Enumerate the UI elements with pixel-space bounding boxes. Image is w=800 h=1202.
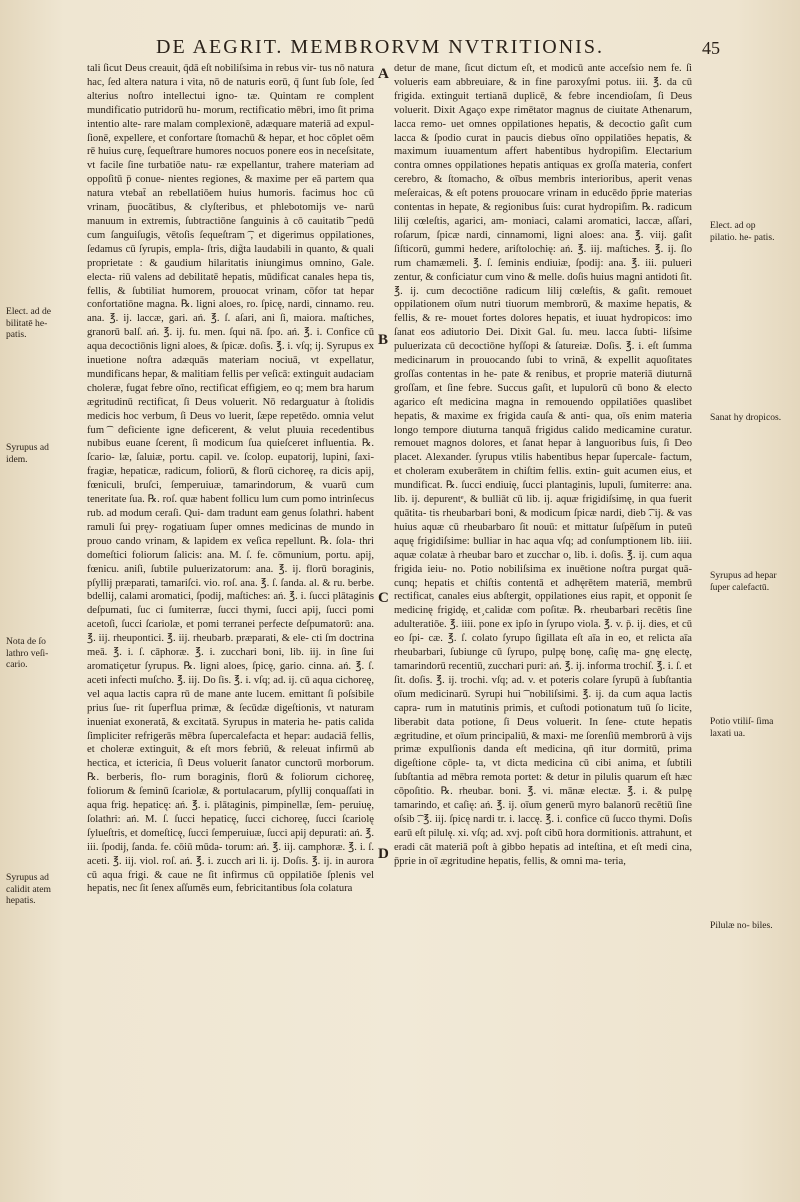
- page-number: 45: [702, 38, 720, 58]
- right-column: [394, 62, 692, 869]
- left-column-text: tali ſicut Deus creauit, q̄dā eſt nobiliſsima in rebus vir- tus nō natura hac, ſed altera natura i vita, nō de naturis eorū, q̄ ſunt ſub ſole, ſed alterius noſtro intellectui igno- tæ. Quintam re complent mundificatio putridorū hu- morum, rectificatio mēbri, imo ſit prima intentio alte- rare malam complexionē, adæquare materiā ad expul- ſionē, expellere, et confortare ſtomachū & hepar, et hoc cōplet oēm rē huius curę, ſequeſtrare humores nocuos ponere eos in neceſsitate, vt facile ſine turbatiōe natu- ræ expellantur, trahere materiam ad oppoſitū p̄ conue- nientes regiones, & maxime per eā partem qua natura vtebat̄ an rebellatiōem huius humoris. facimus hoc cū vrinam, p̄uocātibus, & clyſteribus, et phlebotomijs ve- narū manuum in extremis, ſubtractiōne ſanguinis à cō cauitatib ͡ pedū cum ſanguiſugis, vētoſis ſequeſtram ͡, et digerimus oppilationes, ſedamus cū ſyrupis, empla- ſtris, dig̃ta laudabili in quanto, & quali proprietate : & gaudium hilaritatis iniungimus omnino, Gale. electa- riū valens ad debilitatē hepatis, mūdificat canales hepa tis, fellis, & ſubtiliat humorem, prouocat vrinam, cōfor tat hepar confortatiōne magna. ℞. ligni aloes, ro. ſpicę, nardi, cinnamo. reu. ana. ℥. ij. laccæ, gari. ań. ℥. ſ. aſari, ani ſi, maiora. maſtiches, granorū balſ. ań. ℥. ij. fu. men. ſqui nā. ſpo. ań. ℥. i. Confice cū aqua decoctiōnis ligni aloes, & ſpicæ. doſis. ℥. i. vſq; ij. Syrupus ex inuetione noſtra adæquās materiam nociuā, vt expellatur, mundificans hepar, & malitiam fellis per veſicā: extinguit audaciam choleræ, fugat febre oīno, rectificat effigiem, eo q; mem bra harum ægritudinū rectificat, ſi Deus voluerit. Nō redarguatur à ſtolidis medicis hoc verbum, ſi Deus vo luerit, ſæpe repetēdo. omnia velut fum ͡ deficiente igne deficerent, & velut pluuia recedentibus nubibus euane ſcerent, ſi modicum ſua quieſceret influentia. ℞. ſcario- læ, ſaluiæ, portu. capil. ve. ſcolop. eupatorij, lupini, ſaxi- fragiæ, hepaticæ, radicum, foliorū, & florū cichoreę, ra dicis apij, fœniculi, bruſci, ſemperuiuæ, tamarindorum, & vuarū cum teneritate ſua. ℞. roſ. quæ habent follicu lum cum pomo intrinſecus rub. ad modum ceraſi. Qui- dam tradunt eam genus ſolathri. habent ramuli ſui pręy- rogatiuam ſuper omnes medicinas de mundo in prouo cando vrinam, & lapidem ex veſica repellunt. ℞. ſola- thri domeſtici foliorum ſalicis: ana. M. ſ. fe. cōmunium, portu. apij, fœnicu. aniſi, ſubtile puluerizatorum: ana. ℥. ij. florū boraginis, pſyllij præparati, tamariſci. vio. roſ. ana. ℥. ſ. ſanda. al. & ru. berbe. bdellij, calami aromatici, ſpodij, maſtiches: ań. ℥. i. ſucci plātaginis deſpumati, ſuc ci ſumiterræ, ſucci thymi, ſucci apij, ſucci pomi acetoſi, ſucci ſcariolæ, et pomi terranei perfecte deſpumatorū: ana. ℥. iij. rheupontici. ℥. iij. rheubarb. præparati, & ele- cti ſm doctrina meā. ℥. i. ſ. cāphoræ. ℥. i. zucchari boni, lib. iij. in ſine ſui aromatiçetur ſyrupus. ℞. ligni aloes, ſpicę, gario. cinna. ań. ℥. ſ. aceti infecti muſcho. ℥. iij. Do ſis. ℥. i. vſq; ad. ij. cū aqua cichoreę, vel aqua lactis capra rū de mane ante lucem. emittant ſi poſsibile prius ſue- rit ſuperflua primæ, & ſecūdæ digeſtionis, vt naturam inueniat exonerată, & excitatā. Syrupus in materia he- patis calida ſimpliciter refrigerās mēbra ſupercalefacta et hepar: audaciā fellis, et choleræ extinguit, & eſt mors febriū, & releuat infirmū ab hectica, et ictericia, ſi Deus voluerit ſanator cunctorū morborum. ℞. berberis, flo- rum boraginis, florū & foliorum cichoreę, foliorum & ſeminū ſcariolæ, & portulacarum, pſyllij conquaſſati in aqua frig. hepaticę: ań. ℥. i. plātaginis, pimpinellæ, ſem- peruiuę, ſolathri: ań. M. ſ. ſucci hepaticę, ſucci cichoreę, ſucci ſcariolę ſylueſtris, et domeſticę, ſucci ſemperuiuæ, ſucci apij depurati: ań. ℥. iii. ſpodij, ſanda. fe. cōiū mūda- torum: ań. ℥. iij. camphoræ. ℥. i. ſ. aceti. ℥. iij. viol. roſ. ań. ℥. i. zucch ari li. ij. Doſis. ℥. ij. in aurora cū aqua frigi. & caue ne ſit infirmus cū oppilatiōe ſplenis vel hepatis, nec ſit ſenex aſſumēs eum, febricitantibus ſola colatura: [87, 63, 374, 895]
- section-marker-a: A: [378, 66, 389, 82]
- margin-note: Elect. ad op pilatio. he- patis.: [710, 220, 775, 243]
- running-title: DE AEGRIT. MEMBRORVM NVTRITIONIS.: [156, 36, 604, 58]
- margin-note: Syrupus ad idem.: [6, 442, 49, 465]
- margin-note: Potio vtiliſ- ſima laxati ua.: [710, 716, 774, 739]
- section-marker-c: C: [378, 590, 389, 606]
- section-marker-d: D: [378, 846, 389, 862]
- margin-note: Nota de ſo lathro veſi- cario.: [6, 636, 49, 670]
- margin-note: Syrupus ad calidit atem hepatis.: [6, 872, 52, 906]
- right-column-text: detur de mane, ſicut dictum eſt, et modicū ante acceſsio nem fe. ſi volueris eam abbreuiare, & in fine paroxyſmi potus. iii. ℥. da cū frigida. extinguit tertianā duplicē, & febre incendioſam, ſi Deus voluerit. Dixit Agaço expe rimētator magnus de ciuitate Athenarum, lacca remo- uet omnes oppilationes hepatis, & decoctio gaſit cum lacca & ſpodio curat in paucis diebus oīno oppilatiōes hepatis, & maximum iuuamentum affert habentibus hydropiſim. Electarium contra omnes oppilationes hepatis antiquas ex groſſa materia, confert cerebro, & ſtomacho, & oībus membris interioribus, aperit venas meſeraicas, & eſt potens prouocare vrinam in educēdo p̄prie materias contentas in hepate, & regionibus ſuis: curat hydropiſim. ℞. radicum lilij cœleſtis, agarici, am- moniaci, calami aromatici, laccæ, aſſari, roſarum, ſpicæ nardi, cinnamomi, ligni aloes: ana. ℥. viij. gaſit ſiſticorū, gummi hedere, ariſtolochię: ań. ℥. iij. maſtiches. ℥. ij. ſlo rum chamæmeli. ℥. ſ. ſeminis endiuiæ, ſpodij: ana. ℥. iii. pulueri zentur, & conficiatur cum vino & melle. doſis huius magni antidoti ſit. ℥. ij. cum decoctiōne radicum lilij cœleſtis, & gaſit. remouet oppilationem oīum nutri tiuorum membrorū, & maxime hepatis, & fellis, & re- mouet fortes dolores hepatis, et iuuat hydropicos: imo ſanat eos adiutorio Dei. Dixit Gal. ſu. meu. lacca ſubti- liſsime puluerizata cū decoctiōne hyſſopi & ſatureiæ. Doſis. ℥. i. eſt ſumma medicinarum in prouocando ſubi to vrinā, & expellit aquoſitates groſſas contentas in he- pate & renibus, et proprie materiā diuturnā groſſam, et ſine febre. Succus gaſit, et lupulorū cū bono & electo agarico eſt medicina magna in remouendo oppilatiōes quaslibet hepatis, & maxime ex frigida cauſa & anti- qua, oīs enim materia longo tempore diuturna tanquā frigidus calido medicamine curatur. remouet magnos dolores, et ſanat hepar à languoribus ſuis, ſi Deo placet. Alexander. ſyrupus vtilis habentibus hepar ſupercale- factum, et choleram exuberātem in chiſtim fellis. extin- guit acumen eius, et mundificat. ℞. ſucci endiuię, ſucci plantaginis, lupuli, ſumiterre: ana. lib. ij. depurentᵉ, & bulliāt cū lib. ij. aquæ frigidiſsimę, in qua fuerit quātita- tis rheubarbari boni, & modicum ſpicæ nardi, dieb ͡. ij. & vas huius aquæ cū rheubarbaro ſit nouū: et mittatur ſuſpēſum in puteū aquę frigidiſsime: bulliar in hac aqua vſq; ad conſumptionem lib. iiii. aquæ colatæ à rheubar baro et zucchar o, lib. i. doſis. ℥. ij. cum aqua frigida ieiu- no. Potio nobiliſsima ex inuētione noſtra purgat quā- cunq; hepatis et chiſtis contentā et adhęrētem materiā, membrū rectificat, canales eius abſtergit, oppilationes eius rapit, et opponit ſe medicinę frigidę, et ̧calidæ com poſitæ. ℞. rheubarbari recētis ſine adulteratiōe. ℥. iiii. pone ex ipſo in ſyrupo viola. ℥. v. p̄. ij. dies, et cū eo ſpi- cæ. ℥. ſ. colato ſyrupo ſigillata eſt aīa in eo, et relicta aīa rheubarbari, ſubiunge cū ſyrupo, pulpę bonę, caſię ma- gnę electę, tamarindorū recentiū, zucchari puri: ań. ℥. ij. informa trochiſ. ℥. i. ſ. et ſit. doſis. ℥. ij. trochi. vſq; ad. v. et poteris colare ſyrupū à ſubſtantia oīum medicinarū. Syrupi hui ͡ nobiliſsimi. ℥. ij. da cum aqua lactis capra- rum in matutinis primis, et cuſtodi potionatum tuū ſo licite, liberabit data potione, ſi Deus voluerit. In ſene- ctute hepatis ægritudine, et oīum principaliū, & maxi- me ſorenſiū membrorū à vijs primæ expulſionis danda eſt medicina, qñ itur dormitū, prima digeſtione cōple- ta, vt dicta medicina cū cibi anima, et ſubtili ſubſtantia ad mēbra remota portet: & detur in pilulis quarum eſt hæc cōpoſitio. ℞. rheubar. boni. ℥. vi. mānæ electæ. ℥. i. & pulpę tamarindo, et caſię: ań. ℥. ij. oīum generū myro balanorū recētiū ſine oſsib ͡. ℥. iij. ſpicę nardi tr. i. laccę. ℥. i. confice cū ſucco thymi. Doſis earū eſt pilulę. xi. vſq; ad. xvj. poſt cibū hora dormitionis. attrahunt, et eradi cāt materiā poſt à gibbo hepatis ad inteſtina, et eſt medi cina, p̄prie in oī ægritudine hepatis, fellis, & omni ma- teria,: [394, 63, 692, 867]
- left-column: [87, 62, 374, 896]
- margin-note: Pilulæ no- biles.: [710, 920, 773, 931]
- margin-note: Syrupus ad hepar ſuper calefactū.: [710, 570, 777, 593]
- section-marker-b: B: [378, 332, 389, 348]
- margin-note: Elect. ad de bilitatē he- patis.: [6, 306, 52, 340]
- margin-note: Sanat hy dropicos.: [710, 412, 782, 423]
